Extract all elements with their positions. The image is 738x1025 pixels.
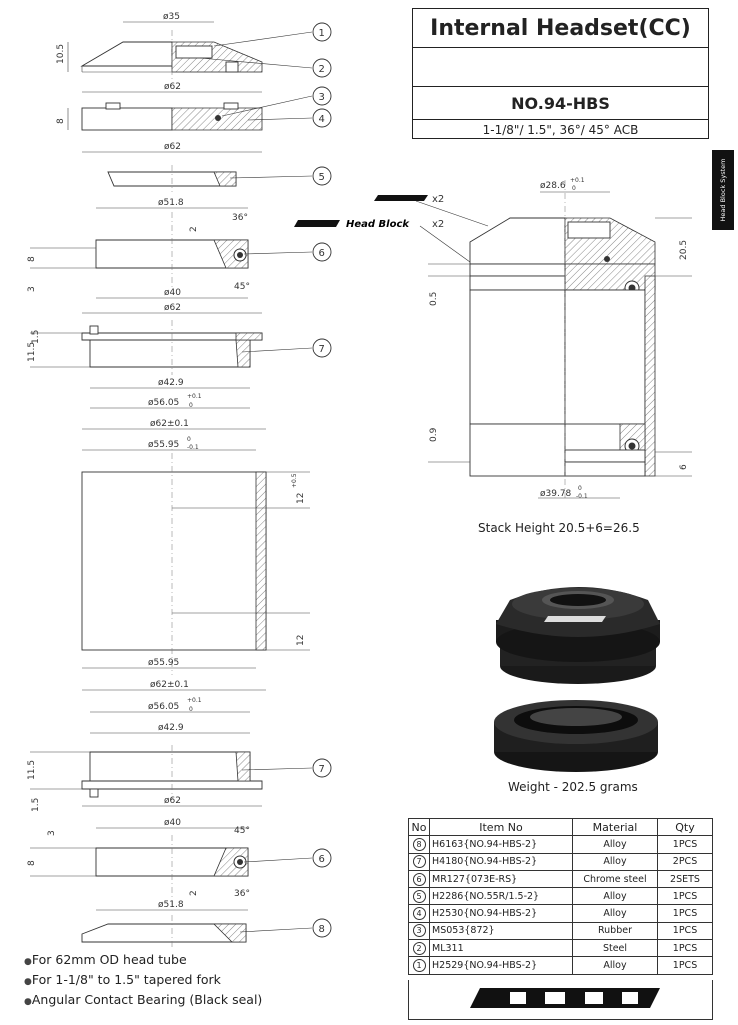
dim-p6-od: ø51.8 xyxy=(158,198,184,208)
dim-p6-2: 2 xyxy=(189,226,199,232)
bubble-8: 8 xyxy=(318,924,325,935)
part-5-spacer xyxy=(108,165,312,192)
bubble-6-top: 6 xyxy=(318,248,325,259)
row-item: H6163{NO.94-HBS-2} xyxy=(430,836,573,853)
part-7-lower-cup xyxy=(27,697,312,812)
dim-tube-od-top: ø62±0.1 xyxy=(150,419,189,429)
bubble-1: 1 xyxy=(318,28,325,39)
dim-gap-top: 0.5 xyxy=(429,291,439,306)
row-qty: 2SETS xyxy=(658,870,713,887)
dim-p7-cup-tol-hi: +0.1 xyxy=(187,393,202,400)
row-item: MS053{872} xyxy=(430,922,573,939)
dim-tube-id-bottom: ø55.95 xyxy=(148,658,180,668)
note-item: ● For 1-1/8" to 1.5" tapered fork xyxy=(24,971,262,991)
dim-p6-angle-bottom: 45° xyxy=(234,282,250,292)
dim-b7-h115: 11.5 xyxy=(27,759,37,780)
dim-p4-height: 8 xyxy=(56,118,66,124)
dim-b6-angle-top: 45° xyxy=(234,826,250,836)
dim-b6-od: ø51.8 xyxy=(158,900,184,910)
row-qty: 1PCS xyxy=(658,888,713,905)
table-row xyxy=(409,922,713,939)
row-material: Chrome steel xyxy=(573,870,658,887)
row-qty: 1PCS xyxy=(658,957,713,974)
row-no: 2 xyxy=(413,942,426,955)
dim-p6-id: ø40 xyxy=(164,288,181,298)
row-no: 8 xyxy=(413,838,426,851)
dim-b6-h3: 3 xyxy=(47,830,57,836)
col-qty: Qty xyxy=(658,819,713,836)
part-6-lower-bearing xyxy=(27,818,312,910)
col-item: Item No xyxy=(430,819,573,836)
row-material: Alloy xyxy=(573,853,658,870)
dim-tube-depth-tol-hi: +0.5 xyxy=(291,473,298,488)
dim-p7-h115: 11.5 xyxy=(27,341,37,362)
dim-b6-angle-bottom: 36° xyxy=(234,889,250,899)
dim-gap-bottom: 0.9 xyxy=(429,427,439,442)
dim-height: 20.5 xyxy=(679,239,689,260)
row-material: Steel xyxy=(573,940,658,957)
parts-table xyxy=(408,818,713,975)
dim-tube-id-tol-lo: -0.1 xyxy=(187,444,199,451)
row-item: H4180{NO.94-HBS-2} xyxy=(430,853,573,870)
side-tab-label: Head Block System xyxy=(719,158,727,222)
dim-p6-h3: 3 xyxy=(27,286,37,292)
row-material: Rubber xyxy=(573,922,658,939)
row-item: H2529{NO.94-HBS-2} xyxy=(430,957,573,974)
row-qty: 1PCS xyxy=(658,922,713,939)
dim-top-tol-lo: 0 xyxy=(572,185,576,192)
dim-bottom-tol-lo: -0.1 xyxy=(576,493,588,500)
bubble-7-bottom: 7 xyxy=(318,764,325,775)
row-qty: 1PCS xyxy=(658,905,713,922)
dim-b7-cup-tol-hi: +0.1 xyxy=(187,697,202,704)
product-photo xyxy=(494,587,660,772)
row-material: Alloy xyxy=(573,957,658,974)
row-no: 5 xyxy=(413,890,426,903)
part-8-crown-race xyxy=(82,915,312,948)
head-tube-section xyxy=(82,419,310,690)
row-material: Alloy xyxy=(573,905,658,922)
row-qty: 1PCS xyxy=(658,940,713,957)
weight-note: Weight - 202.5 grams xyxy=(508,780,638,794)
dim-bottom-id: ø39.78 xyxy=(540,489,572,499)
row-qty: 1PCS xyxy=(658,836,713,853)
table-row xyxy=(409,940,713,957)
row-no: 7 xyxy=(413,855,426,868)
dim-b6-h8: 8 xyxy=(27,860,37,866)
dim-p1-top: ø35 xyxy=(163,12,180,22)
dim-p7-cup-tol-lo: 0 xyxy=(189,402,193,409)
row-no: 3 xyxy=(413,924,426,937)
dim-tube-od-bottom: ø62±0.1 xyxy=(150,680,189,690)
dim-b6-2: 2 xyxy=(189,890,199,896)
dim-p7-cup: ø56.05 xyxy=(148,398,180,408)
dim-bottom-height: 6 xyxy=(679,464,689,470)
col-no: No xyxy=(409,819,430,836)
bubble-2: 2 xyxy=(318,64,325,75)
dim-b7-id: ø42.9 xyxy=(158,723,184,733)
title-model: NO.94-HBS xyxy=(413,87,708,120)
dim-b6-id: ø40 xyxy=(164,818,181,828)
row-qty: 2PCS xyxy=(658,853,713,870)
note-item: ● For 62mm OD head tube xyxy=(24,951,262,971)
bubble-7-top: 7 xyxy=(318,344,325,355)
part-6-top-bearing xyxy=(27,198,312,298)
dim-bottom-tol-hi: 0 xyxy=(578,485,582,492)
assembly-section xyxy=(294,177,692,500)
dim-p7-h15: 1.5 xyxy=(31,329,41,344)
bubble-6-bottom: 6 xyxy=(318,854,325,865)
table-row xyxy=(409,853,713,870)
row-material: Alloy xyxy=(573,836,658,853)
row-item: ML311 xyxy=(430,940,573,957)
note-item: ● Angular Contact Bearing (Black seal) xyxy=(24,991,262,1011)
dim-top-od: ø28.6 xyxy=(540,181,566,191)
dim-tube-depth-top: 12 xyxy=(296,492,306,504)
part-7-upper-cup xyxy=(27,303,312,409)
row-no: 6 xyxy=(413,873,426,886)
table-row xyxy=(409,870,713,887)
row-material: Alloy xyxy=(573,888,658,905)
callout-bubbles xyxy=(313,23,331,937)
head-block-x2: x2 xyxy=(432,219,445,230)
dim-p7-id: ø42.9 xyxy=(158,378,184,388)
logo-box xyxy=(408,980,713,1020)
dim-p6-angle-top: 36° xyxy=(232,213,248,223)
dim-top-tol-hi: +0.1 xyxy=(570,177,585,184)
dim-b7-cup: ø56.05 xyxy=(148,702,180,712)
part-1-top-cap xyxy=(56,12,312,92)
brand-x2: x2 xyxy=(432,194,445,205)
row-no: 1 xyxy=(413,959,426,972)
bubble-3: 3 xyxy=(318,92,325,103)
table-header-row xyxy=(409,819,713,836)
table-row xyxy=(409,957,713,974)
table-row xyxy=(409,905,713,922)
dim-b7-od: ø62 xyxy=(164,796,181,806)
bubble-5: 5 xyxy=(318,172,325,183)
row-item: H2286{NO.55R/1.5-2} xyxy=(430,888,573,905)
dim-p6-h8: 8 xyxy=(27,256,37,262)
row-item: MR127{073E-RS} xyxy=(430,870,573,887)
stack-height-note: Stack Height 20.5+6=26.5 xyxy=(478,521,640,535)
dim-p1-bottom: ø62 xyxy=(164,82,181,92)
row-no: 4 xyxy=(413,907,426,920)
notes-list xyxy=(24,951,262,1011)
row-item: H2530{NO.94-HBS-2} xyxy=(430,905,573,922)
table-row xyxy=(409,836,713,853)
dim-b7-h15: 1.5 xyxy=(31,797,41,812)
dim-tube-id-tol-hi: 0 xyxy=(187,436,191,443)
dim-b7-cup-tol-lo: 0 xyxy=(189,706,193,713)
head-block-label: Head Block xyxy=(346,219,410,230)
dim-p1-height: 10.5 xyxy=(56,43,66,64)
table-row xyxy=(409,888,713,905)
part-4-compression-ring xyxy=(56,96,312,152)
title-spec: 1-1/8"/ 1.5", 36°/ 45° ACB xyxy=(482,123,639,137)
bubble-4: 4 xyxy=(318,114,325,125)
dim-tube-depth-bottom: 12 xyxy=(296,634,306,646)
col-material: Material xyxy=(573,819,658,836)
title-main: Internal Headset(CC) xyxy=(413,9,708,48)
dim-p4-bottom: ø62 xyxy=(164,142,181,152)
dim-p7-od: ø62 xyxy=(164,303,181,313)
dim-tube-id-top: ø55.95 xyxy=(148,440,180,450)
